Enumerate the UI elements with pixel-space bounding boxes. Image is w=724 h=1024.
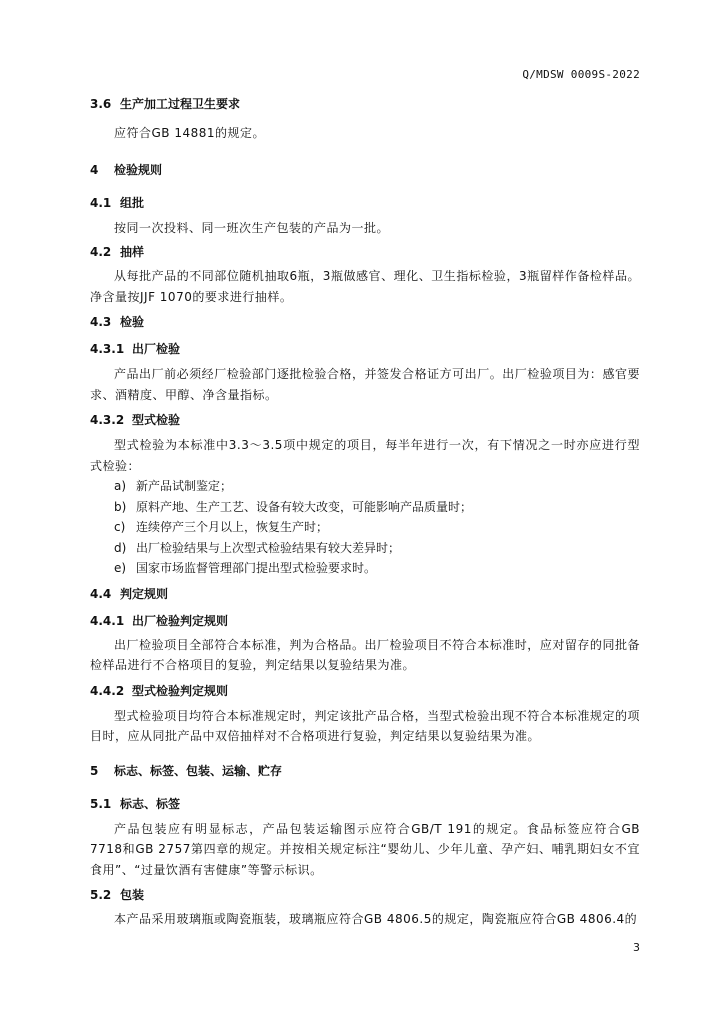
section-number: 4.3.1 bbox=[90, 342, 125, 356]
section-number: 4.4.1 bbox=[90, 613, 125, 628]
list-item-text: 连续停产三个月以上，恢复生产时； bbox=[136, 520, 329, 534]
section-title: 组批 bbox=[120, 195, 145, 210]
section-4-1-text: 按同一次投料、同一班次生产包装的产品为一批。 bbox=[114, 220, 390, 235]
section-title: 型式检验 bbox=[132, 413, 181, 427]
section-title: 出厂检验 bbox=[132, 342, 181, 356]
section-title: 判定规则 bbox=[120, 586, 169, 601]
page-number: 3 bbox=[633, 941, 640, 954]
section-4-2-text: 从每批产品的不同部位随机抽取6瓶，3瓶做感官、理化、卫生指标检验，3瓶留样作备检样品。净含量按JJF 1070的要求进行抽样。 bbox=[90, 269, 640, 304]
section-title: 生产加工过程卫生要求 bbox=[120, 97, 241, 111]
section-5-2-heading bbox=[90, 886, 640, 904]
list-marker: d) bbox=[114, 540, 127, 555]
section-5-heading bbox=[90, 762, 640, 780]
section-number: 4 bbox=[90, 162, 99, 177]
list-item-text: 原料产地、生产工艺、设备有较大改变，可能影响产品质量时； bbox=[136, 499, 473, 514]
list-marker: a) bbox=[114, 479, 127, 493]
section-title: 标志、标签、包装、运输、贮存 bbox=[114, 763, 283, 778]
section-4-3-heading bbox=[90, 313, 640, 331]
section-number: 5.2 bbox=[90, 888, 112, 902]
section-number: 4.3 bbox=[90, 315, 112, 329]
section-title: 检验规则 bbox=[114, 162, 163, 177]
section-title: 标志、标签 bbox=[120, 796, 181, 811]
section-5-2-text: 本产品采用玻璃瓶或陶瓷瓶装，玻璃瓶应符合GB 4806.5的规定，陶瓷瓶应符合GB 4806.4的 bbox=[114, 912, 638, 926]
section-3-6-heading bbox=[90, 95, 640, 113]
section-5-1-heading bbox=[90, 795, 640, 813]
document-code: Q/MDSW 0009S-2022 bbox=[522, 68, 640, 81]
list-marker: e) bbox=[114, 561, 127, 575]
section-title: 检验 bbox=[120, 315, 145, 329]
section-4-3-1-heading bbox=[90, 340, 640, 358]
list-item bbox=[114, 538, 640, 559]
list-item-text: 出厂检验结果与上次型式检验结果有较大差异时； bbox=[136, 540, 401, 555]
section-number: 4.3.2 bbox=[90, 413, 125, 427]
list-item-text: 国家市场监督管理部门提出型式检验要求时。 bbox=[136, 561, 377, 575]
list-marker: b) bbox=[114, 499, 127, 514]
section-4-4-2-text: 型式检验项目均符合本标准规定时，判定该批产品合格，当型式检验出现不符合本标准规定的项目时，应从同批产品中双倍抽样对不合格项进行复验，判定结果以复验结果为准。 bbox=[90, 708, 640, 743]
section-title: 包装 bbox=[120, 888, 145, 902]
section-4-4-1-text: 出厂检验项目全部符合本标准，判为合格品。出厂检验项目不符合本标准时，应对留存的同批备检样品进行不合格项目的复验，判定结果以复验结果为准。 bbox=[90, 637, 640, 672]
section-3-6-text: 应符合GB 14881的规定。 bbox=[114, 126, 266, 140]
list-item bbox=[114, 558, 640, 579]
section-4-4-heading bbox=[90, 585, 640, 603]
section-4-3-2-heading bbox=[90, 411, 640, 429]
section-title: 出厂检验判定规则 bbox=[132, 613, 229, 628]
list-marker: c) bbox=[114, 520, 126, 534]
section-number: 4.4 bbox=[90, 586, 112, 601]
section-number: 4.2 bbox=[90, 245, 112, 259]
list-item bbox=[114, 476, 640, 497]
section-number: 4.4.2 bbox=[90, 683, 125, 698]
section-4-1-heading bbox=[90, 194, 640, 212]
section-4-2-heading bbox=[90, 243, 640, 261]
section-number: 4.1 bbox=[90, 195, 112, 210]
list-item bbox=[114, 497, 640, 518]
section-4-4-1-heading bbox=[90, 612, 640, 630]
section-4-heading bbox=[90, 161, 640, 179]
section-title: 型式检验判定规则 bbox=[132, 683, 229, 698]
section-number: 5 bbox=[90, 763, 99, 778]
list-item bbox=[114, 517, 640, 538]
section-4-4-2-heading bbox=[90, 682, 640, 700]
section-number: 3.6 bbox=[90, 97, 112, 111]
document-body bbox=[90, 95, 640, 930]
list-item-text: 新产品试制鉴定； bbox=[136, 479, 233, 493]
section-5-1-text: 产品包装应有明显标志，产品包装运输图示应符合GB/T 191的规定。食品标签应符合GB 7718和GB 2757第四章的规定。并按相关规定标注“婴幼儿、少年儿童、孕产妇、哺乳期妇女不宜食用”、“过量饮酒有害健康”等警示标识。 bbox=[90, 821, 640, 877]
section-4-3-2-text: 型式检验为本标准中3.3～3.5项中规定的项目，每半年进行一次，有下情况之一时亦应进行型式检验： bbox=[90, 438, 640, 473]
section-4-3-1-text: 产品出厂前必须经厂检验部门逐批检验合格，并签发合格证方可出厂。出厂检验项目为：感官要求、酒精度、甲醇、净含量指标。 bbox=[90, 367, 640, 402]
section-number: 5.1 bbox=[90, 796, 112, 811]
section-title: 抽样 bbox=[120, 245, 145, 259]
